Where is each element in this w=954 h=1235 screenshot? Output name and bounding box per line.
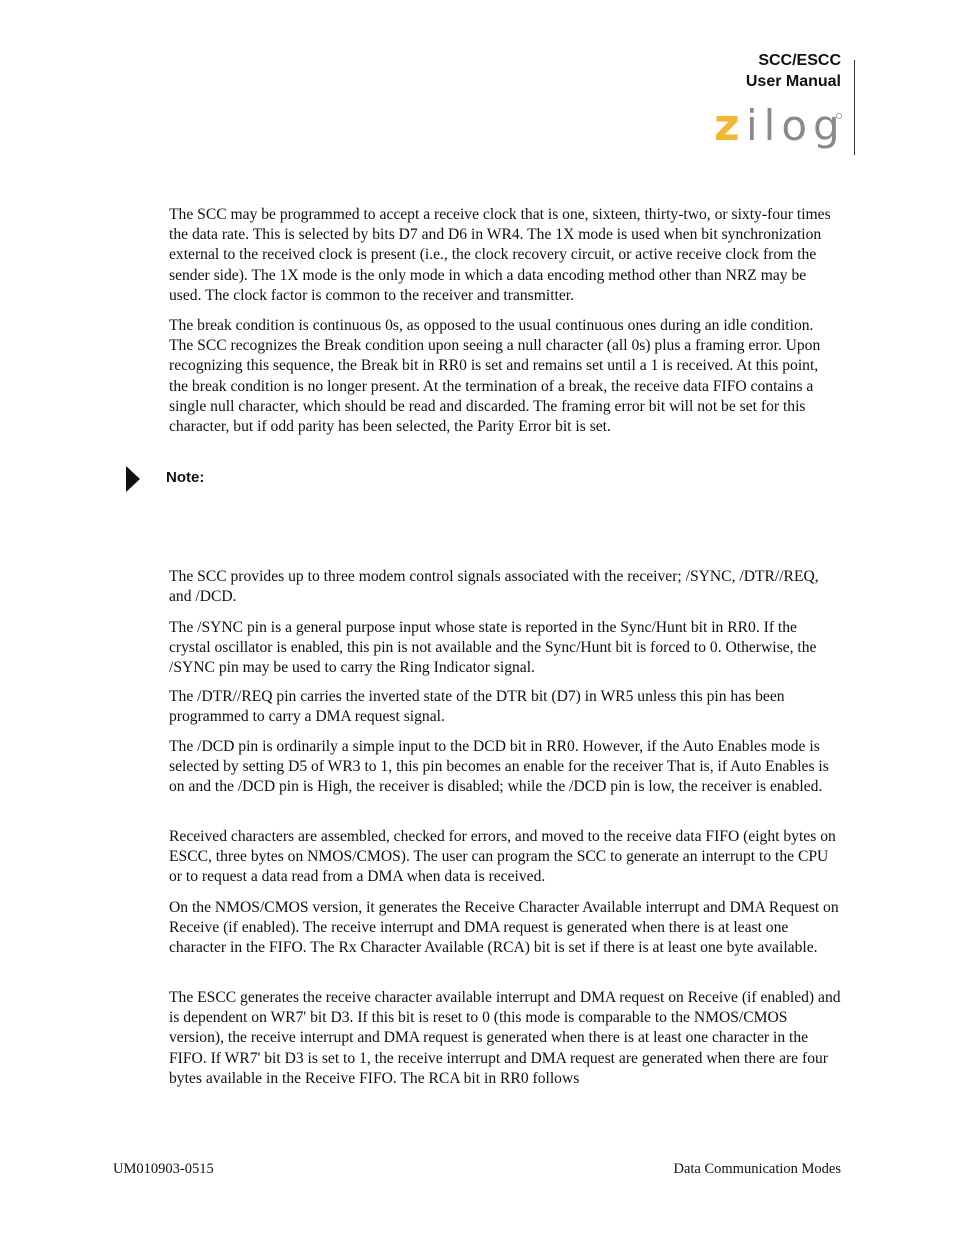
- doc-title: [746, 50, 841, 92]
- doc-title-line2: User Manual: [745, 73, 841, 90]
- footer-section-title: Data Communication Modes: [673, 1161, 841, 1177]
- zilog-logo: [714, 104, 844, 158]
- paragraph-dtr-req-pin: The /DTR//REQ pin carries the inverted state of the DTR bit (D7) in WR5 unless this pin has been programmed to carry a DMA request signal.: [169, 688, 785, 726]
- paragraph-escc: The ESCC generates the receive character available interrupt and DMA request on Receive (if enabled) and is dependent on WR7' bit D3. If this bit is reset to 0 (this mode is comparable to the NMOS/CMOS version), the receive interrupt and DMA request is generated when there is at least one character in the FIFO. If WR7' bit D3 is set to 1, the receive interrupt and DMA request are generated when there are four bytes available in the Receive FIFO. The RCA bit in RR0 follows: [169, 989, 841, 1087]
- doc-title-line1: SCC/ESCC: [758, 52, 841, 69]
- paragraph-break-condition: The break condition is continuous 0s, as opposed to the usual continuous ones during an idle condition. The SCC recognizes the Break condition upon seeing a null character (all 0s) plus a framing error. Upon recognizing this sequence, the Break bit in RR0 is set and remains set until a 1 is received. At this point, the break condition is no longer present. At the termination of a break, the receive data FIFO contains a single null character, which should be read and discarded. The framing error bit will not be set for this character, but if odd parity has been selected, the Parity Error bit is set.: [169, 317, 821, 436]
- svg-text:ilog: ilog: [746, 104, 844, 150]
- note-arrow-icon: [126, 466, 140, 492]
- paragraph-receive-fifo: Received characters are assembled, checked for errors, and moved to the receive data FIFO (eight bytes on ESCC, three bytes on NMOS/CMOS). The user can program the SCC to generate an interrupt to the CPU or to request a data read from a DMA when data is received.: [169, 828, 836, 886]
- paragraph-nmos-cmos: On the NMOS/CMOS version, it generates the Receive Character Available interrupt and DMA Request on Receive (if enabled). The receive interrupt and DMA request is generated when there is at least one character in the FIFO. The Rx Character Available (RCA) bit is set if there is at least one byte available.: [169, 899, 839, 957]
- footer-doc-number: UM010903-0515: [113, 1161, 214, 1177]
- paragraph-clock-rate: The SCC may be programmed to accept a receive clock that is one, sixteen, thirty-two, or sixty-four times the data rate. This is selected by bits D7 and D6 in WR4. The 1X mode is used when bit synchronization external to the received clock is present (i.e., the clock recovery circuit, or active receive clock from the sender side). The 1X mode is the only mode in which a data encoding method other than NRZ may be used. The clock factor is common to the receiver and transmitter.: [169, 206, 831, 304]
- paragraph-dcd-pin: The /DCD pin is ordinarily a simple input to the DCD bit in RR0. However, if the Auto Enables mode is selected by setting D5 of WR3 to 1, this pin becomes an enable for the receiver That is, if Auto Enables is on and the /DCD pin is High, the receiver is disabled; while the /DCD pin is low, the receiver is enabled.: [169, 738, 829, 796]
- header-divider: [854, 60, 855, 155]
- paragraph-modem-signals: The SCC provides up to three modem control signals associated with the receiver; /SYNC, /DTR//REQ, and /DCD.: [169, 568, 819, 606]
- note-label: Note:: [166, 469, 205, 486]
- paragraph-sync-pin: The /SYNC pin is a general purpose input whose state is reported in the Sync/Hunt bit in RR0. If the crystal oscillator is enabled, this pin is not available and the Sync/Hunt bit is forced to 0. Otherwise, the /SYNC pin may be used to carry the Ring Indicator signal.: [169, 619, 817, 677]
- svg-text:z: z: [714, 104, 740, 151]
